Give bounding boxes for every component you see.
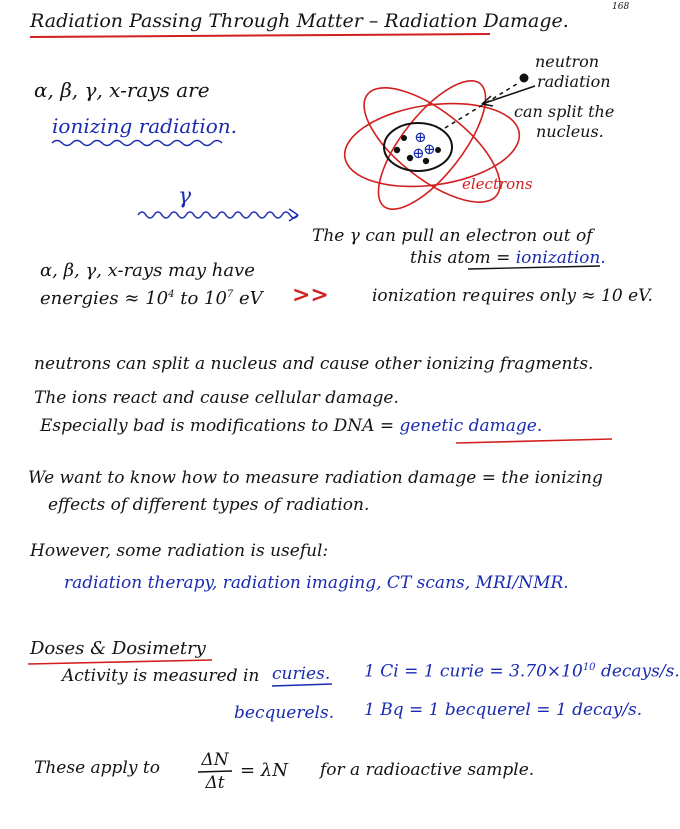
page-title: Radiation Passing Through Matter – Radiation Damage. <box>30 10 569 32</box>
body-line-5: effects of different types of radiation. <box>48 495 370 515</box>
gamma-pull-line-1: The γ can pull an electron out of <box>312 226 593 246</box>
ionizing-squiggle <box>52 141 222 146</box>
implies-arrows: >> <box>292 282 329 308</box>
body-line-1: neutrons can split a nucleus and cause other ionizing fragments. <box>34 354 594 374</box>
becquerels-term: becquerels. <box>234 703 335 723</box>
genetic-damage-term: genetic damage. <box>399 416 543 436</box>
energies-line-2: energies ≈ $10^4$ to $10^7$ eV <box>40 288 263 309</box>
ionizing-line-2: ionizing radiation. <box>52 114 238 138</box>
gamma-label: γ <box>178 184 192 209</box>
apply-suffix: for a radioactive sample. <box>320 760 535 780</box>
ionizing-line-1: α, β, γ, x-rays are <box>34 78 210 102</box>
proton-3: ⊕ <box>412 144 425 162</box>
decay-equation: = λN <box>240 760 288 781</box>
curie-definition: 1 Ci = 1 curie = $3.70\times 10^{10}$ decays/s. <box>364 661 680 682</box>
fraction-bar <box>198 771 232 772</box>
electrons-label: electrons <box>462 175 533 193</box>
neutron <box>520 74 529 83</box>
page-number: 168 <box>612 2 630 12</box>
gamma-wave <box>138 212 298 218</box>
body-line-2: The ions react and cause cellular damage. <box>34 388 399 408</box>
useful-applications: radiation therapy, radiation imaging, CT scans, MRI/NMR. <box>64 573 569 593</box>
split-label-2: nucleus. <box>536 122 604 141</box>
ionization-requirement: ionization requires only ≈ 10 eV. <box>372 286 653 306</box>
neutron-label-1: neutron <box>535 52 600 71</box>
doses-heading: Doses & Dosimetry <box>30 638 206 659</box>
proton-1: ⊕ <box>414 128 427 146</box>
doses-underline <box>28 660 212 664</box>
gamma-pull-line-2: this atom = ionization. <box>410 248 606 268</box>
fraction-denominator: Δt <box>205 773 225 793</box>
energies-line-1: α, β, γ, x-rays may have <box>40 260 255 281</box>
activity-text: Activity is measured in <box>62 666 260 686</box>
neutron-label-2: radiation <box>537 72 611 91</box>
curies-term: curies. <box>272 664 331 684</box>
ionization-term: ionization. <box>515 248 606 268</box>
curies-underline <box>272 684 332 686</box>
body-line-4: We want to know how to measure radiation damage = the ionizing <box>28 468 603 488</box>
becquerel-definition: 1 Bq = 1 becquerel = 1 decay/s. <box>364 700 643 720</box>
fraction-numerator: ΔN <box>201 750 229 770</box>
title-underline <box>30 34 490 37</box>
body-line-6: However, some radiation is useful: <box>30 541 329 561</box>
split-label-1: can split the <box>514 102 615 121</box>
body-line-3: Especially bad is modifications to DNA = genetic damage. <box>40 416 543 436</box>
genetic-underline <box>456 439 612 443</box>
apply-prefix: These apply to <box>34 758 160 778</box>
proton-2: ⊕ <box>423 140 436 158</box>
